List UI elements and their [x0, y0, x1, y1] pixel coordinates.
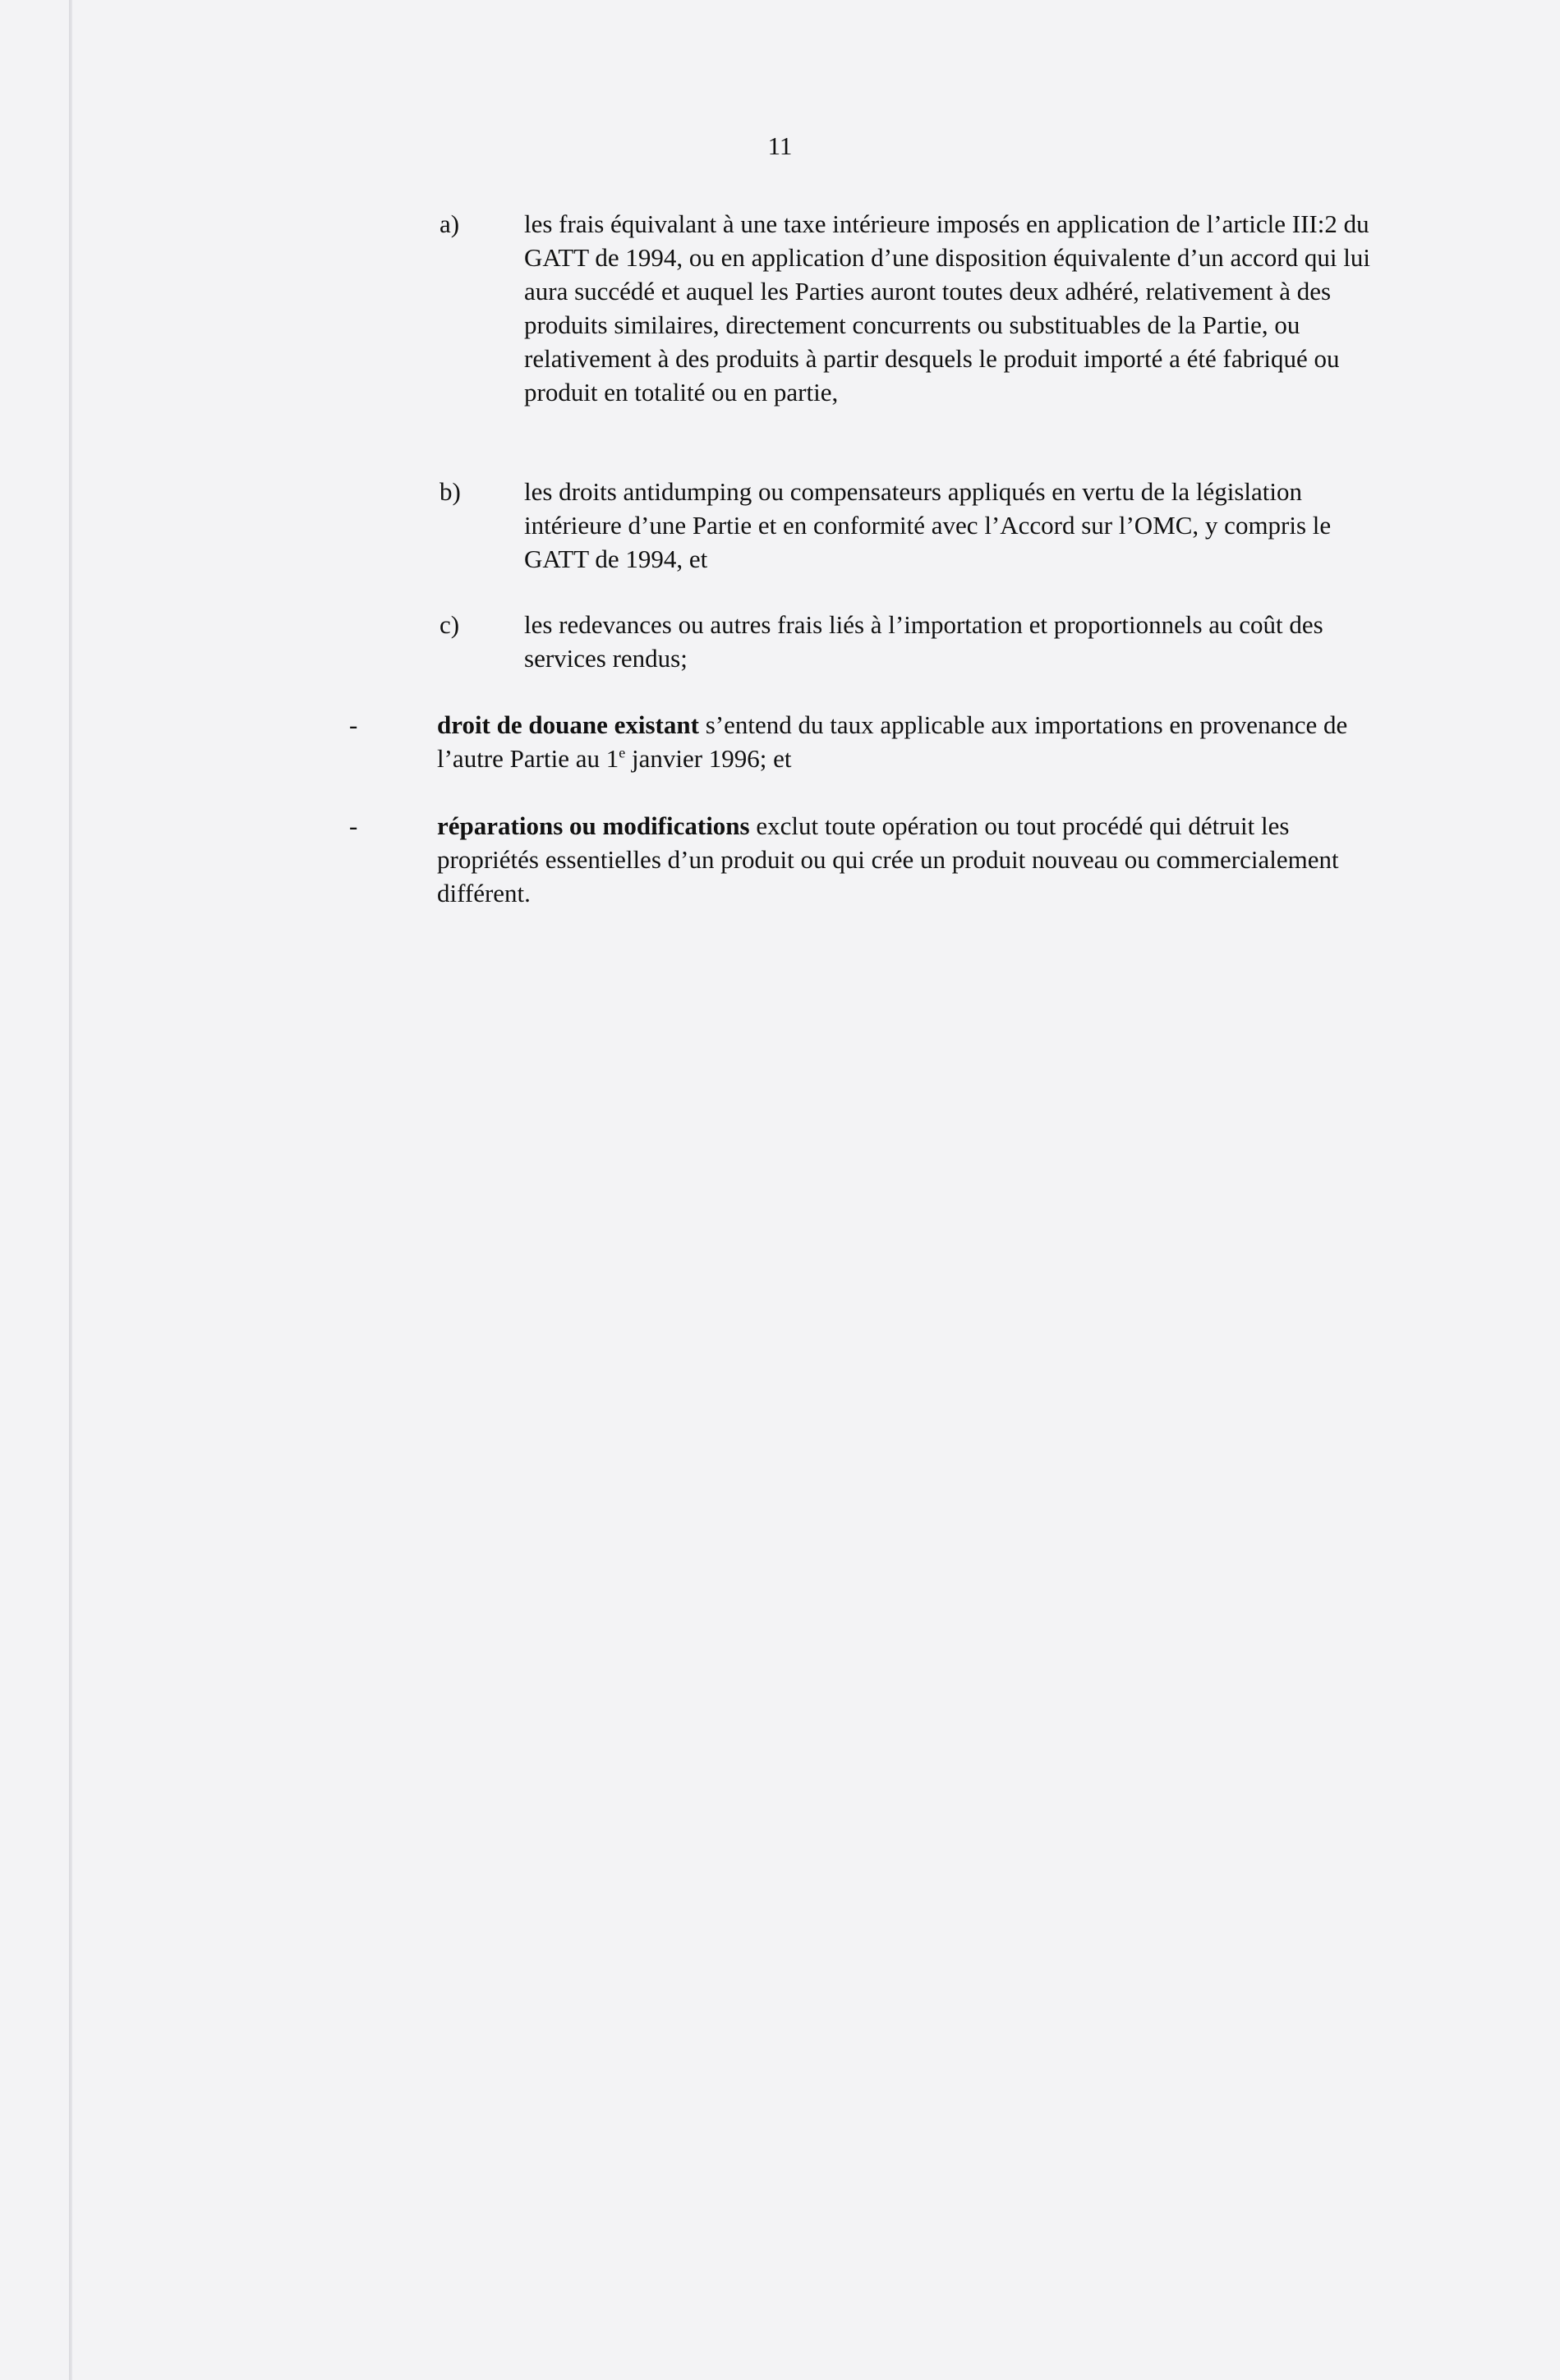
page-number: 11 — [767, 131, 793, 160]
list-item-c — [439, 608, 1392, 682]
definition-dash: - — [349, 710, 358, 739]
definition-text — [437, 708, 1382, 775]
definition-dash: - — [349, 811, 358, 840]
page-edge-shadow — [69, 0, 72, 2380]
definition-body: exclut toute opération ou tout procédé qui détruit les propriétés essentielles d’un produit ou qui crée un produit nouveau ou commercialement différent. — [437, 811, 1339, 907]
list-item-text: les frais équivalant à une taxe intérieure imposés en application de l’article III:2 du GATT de 1994, ou en application d’une disposition équivalente d’un accord qui lui aura succédé et auquel les Parties auront toutes deux adhéré, relativement à des produits similaires, directement concurrents ou substituables de la Partie, ou relativement à des produits à partir desquels le produit importé a été fabriqué ou produit en totalité ou en partie, — [524, 209, 1370, 407]
list-item-text: les redevances ou autres frais liés à l’importation et proportionnels au coût des services rendus; — [524, 610, 1323, 673]
list-item-b — [439, 475, 1392, 581]
superscript-e: e — [619, 744, 626, 761]
definition-body-end: janvier 1996; et — [625, 744, 792, 773]
list-item-a — [439, 207, 1392, 453]
list-item-label: c) — [439, 610, 460, 639]
list-item-text: les droits antidumping ou compensateurs appliqués en vertu de la législation intérieure d’une Partie et en conformité avec l’Accord sur l’OMC, y compris le GATT de 1994, et — [524, 477, 1332, 573]
list-item-label: a) — [439, 209, 460, 238]
defined-term: réparations ou modifications — [437, 811, 750, 840]
list-item-label: b) — [439, 477, 461, 506]
definition-existing-duty — [349, 708, 1384, 782]
definition-repairs — [349, 809, 1384, 916]
definition-text — [437, 809, 1382, 910]
definition-body: s’entend du taux applicable aux importations en provenance de l’autre Partie au 1 — [437, 710, 1348, 773]
defined-term: droit de douane existant — [437, 710, 699, 739]
